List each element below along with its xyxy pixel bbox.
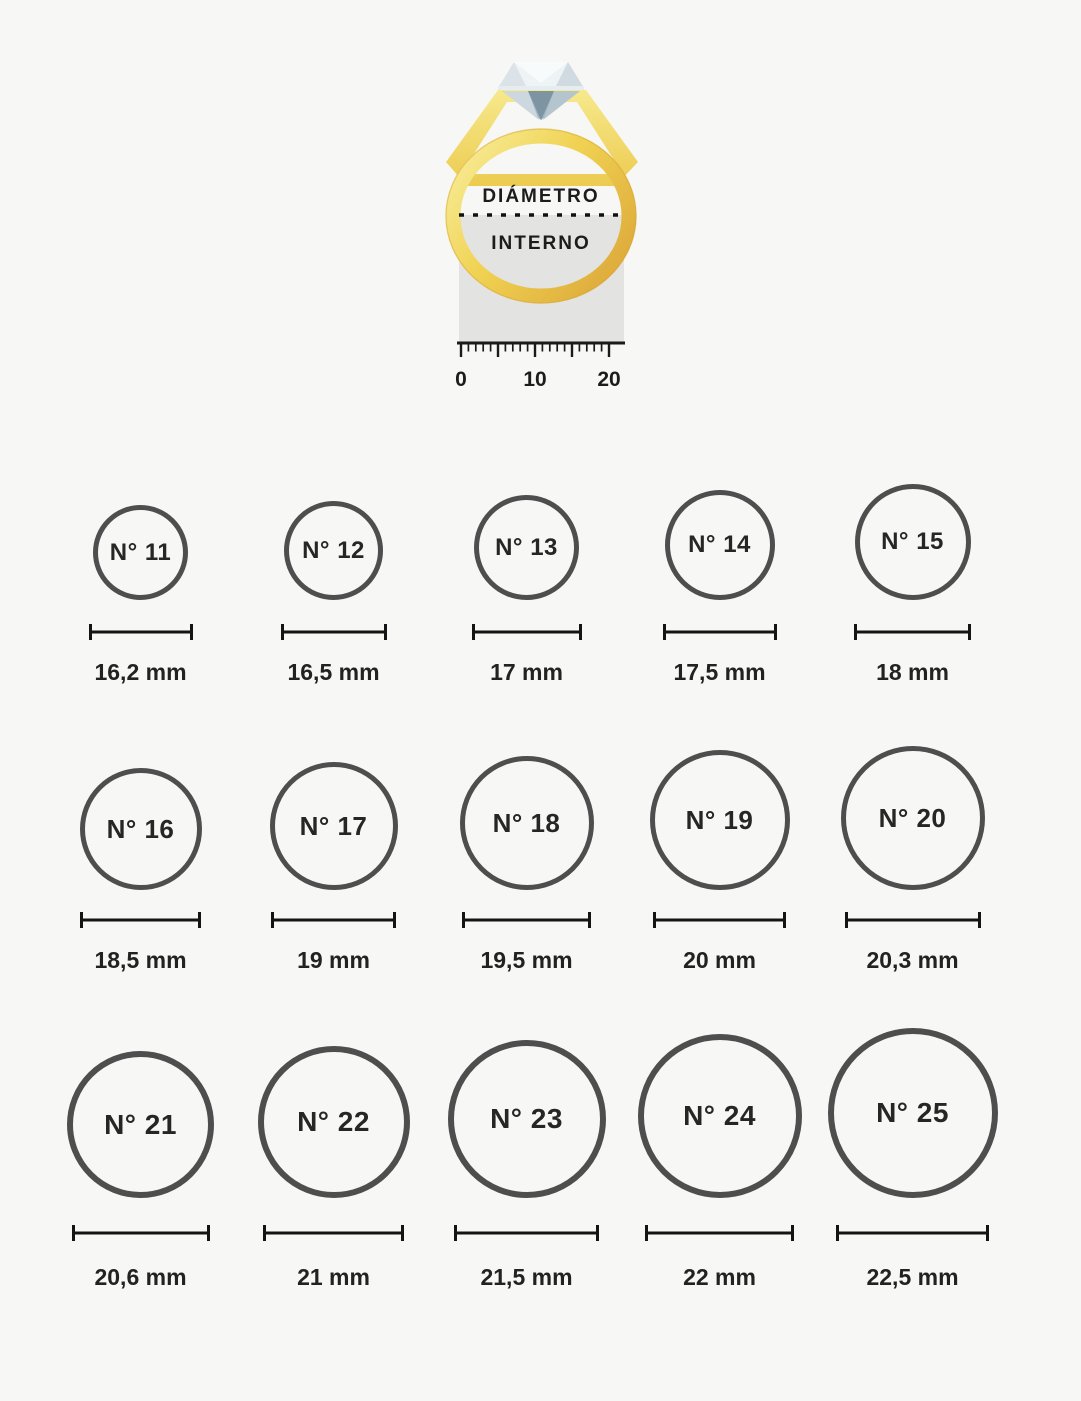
diameter-measure-line xyxy=(462,912,591,928)
diameter-value: 20,3 mm xyxy=(866,947,959,973)
ring-size-number: N° 15 xyxy=(881,528,944,555)
diameter-measure-line xyxy=(845,912,981,928)
circle-area xyxy=(284,475,383,600)
ring-size-circle xyxy=(460,756,594,890)
ring-size-circle xyxy=(638,1034,802,1198)
ruler-label-0: 0 xyxy=(454,368,467,391)
circle-area xyxy=(665,475,775,600)
ring-size-circle xyxy=(270,762,398,890)
diameter-measure-line xyxy=(89,624,193,640)
diameter-value: 21 mm xyxy=(297,1264,370,1290)
ring-size-circle xyxy=(665,490,775,600)
ruler xyxy=(455,343,625,391)
ring-size-item xyxy=(816,740,1009,1023)
circle-area xyxy=(638,1023,802,1198)
ring-size-circle xyxy=(67,1051,214,1198)
ring-size-circle xyxy=(474,495,579,600)
circle-area xyxy=(448,1023,606,1198)
ring-size-circle xyxy=(828,1028,998,1198)
diameter-value: 16,2 mm xyxy=(94,659,187,685)
ring-size-item xyxy=(430,740,623,1023)
circle-area xyxy=(855,475,971,600)
ring-size-item xyxy=(623,1023,816,1291)
circle-area xyxy=(828,1023,998,1198)
diameter-value: 17 mm xyxy=(490,659,563,685)
diameter-value: 19,5 mm xyxy=(480,947,573,973)
ring-size-circle xyxy=(93,505,188,600)
ring-size-item xyxy=(623,475,816,740)
diameter-value: 18 mm xyxy=(876,659,949,685)
ring-size-item xyxy=(430,1023,623,1291)
diameter-value: 16,5 mm xyxy=(287,659,380,685)
circle-area xyxy=(460,740,594,890)
diameter-measure-line xyxy=(472,624,582,640)
circle-area xyxy=(93,475,188,600)
ring-size-number: N° 18 xyxy=(492,807,561,838)
ring-size-circle xyxy=(448,1040,606,1198)
diameter-measure-line xyxy=(663,624,777,640)
ring-size-number: N° 20 xyxy=(878,802,947,833)
ring-size-number: N° 19 xyxy=(685,804,754,835)
circle-area xyxy=(841,740,985,890)
circle-area xyxy=(80,740,202,890)
ring-size-item xyxy=(623,740,816,1023)
ring-size-circle xyxy=(841,746,985,890)
ring-size-circle xyxy=(284,501,383,600)
ring-size-number: N° 12 xyxy=(302,536,365,564)
diameter-value: 22,5 mm xyxy=(866,1264,959,1290)
size-grid xyxy=(0,475,1081,1291)
diameter-label-line1: DIÁMETRO xyxy=(481,186,600,207)
ring-size-circle xyxy=(855,484,971,600)
ring-size-number: N° 21 xyxy=(104,1108,177,1140)
circle-area xyxy=(474,475,579,600)
ring-size-number: N° 16 xyxy=(106,813,175,844)
ring-size-number: N° 23 xyxy=(490,1103,563,1134)
diameter-measure-line xyxy=(263,1225,404,1241)
ring-size-item xyxy=(430,475,623,740)
diameter-measure-line xyxy=(271,912,396,928)
ring-size-item xyxy=(44,475,237,740)
diameter-value: 18,5 mm xyxy=(94,947,187,973)
circle-area xyxy=(270,740,398,890)
diameter-measure-line xyxy=(645,1225,794,1241)
ring-size-item xyxy=(237,475,430,740)
diameter-value: 20,6 mm xyxy=(94,1264,187,1290)
ring-size-number: N° 22 xyxy=(297,1106,370,1137)
diameter-value: 21,5 mm xyxy=(480,1264,573,1290)
ring-size-circle xyxy=(650,750,790,890)
ring-size-item xyxy=(44,1023,237,1291)
ring-size-item xyxy=(816,1023,1009,1291)
ring-size-item xyxy=(816,475,1009,740)
diameter-measure-line xyxy=(854,624,971,640)
diameter-measure-line xyxy=(836,1225,989,1241)
ring-size-number: N° 17 xyxy=(299,810,368,841)
diameter-value: 19 mm xyxy=(297,947,370,973)
ring-size-number: N° 24 xyxy=(683,1100,756,1131)
ring-size-circle xyxy=(258,1046,410,1198)
ruler-label-10: 10 xyxy=(522,368,547,391)
circle-area xyxy=(67,1023,214,1198)
diameter-label-line2: INTERNO xyxy=(490,233,591,254)
diameter-measure-line xyxy=(72,1225,210,1241)
diameter-measure-line xyxy=(454,1225,599,1241)
ring-size-number: N° 13 xyxy=(495,533,558,561)
ring-illustration xyxy=(401,50,681,395)
diameter-value: 20 mm xyxy=(683,947,756,973)
ring-size-number: N° 14 xyxy=(688,531,751,558)
diameter-measure-line xyxy=(653,912,786,928)
circle-area xyxy=(258,1023,410,1198)
diameter-measure-line xyxy=(281,624,387,640)
circle-area xyxy=(650,740,790,890)
ring-size-item xyxy=(237,1023,430,1291)
diameter-value: 22 mm xyxy=(683,1264,756,1290)
ring-size-number: N° 25 xyxy=(876,1097,949,1128)
ruler-ticks xyxy=(461,344,609,357)
diameter-measure-line xyxy=(80,912,201,928)
ring-size-item xyxy=(237,740,430,1023)
ring-size-item xyxy=(44,740,237,1023)
ruler-label-20: 20 xyxy=(596,368,621,391)
diameter-value: 17,5 mm xyxy=(673,659,766,685)
ring-size-circle xyxy=(80,768,202,890)
ring-size-number: N° 11 xyxy=(109,538,172,566)
